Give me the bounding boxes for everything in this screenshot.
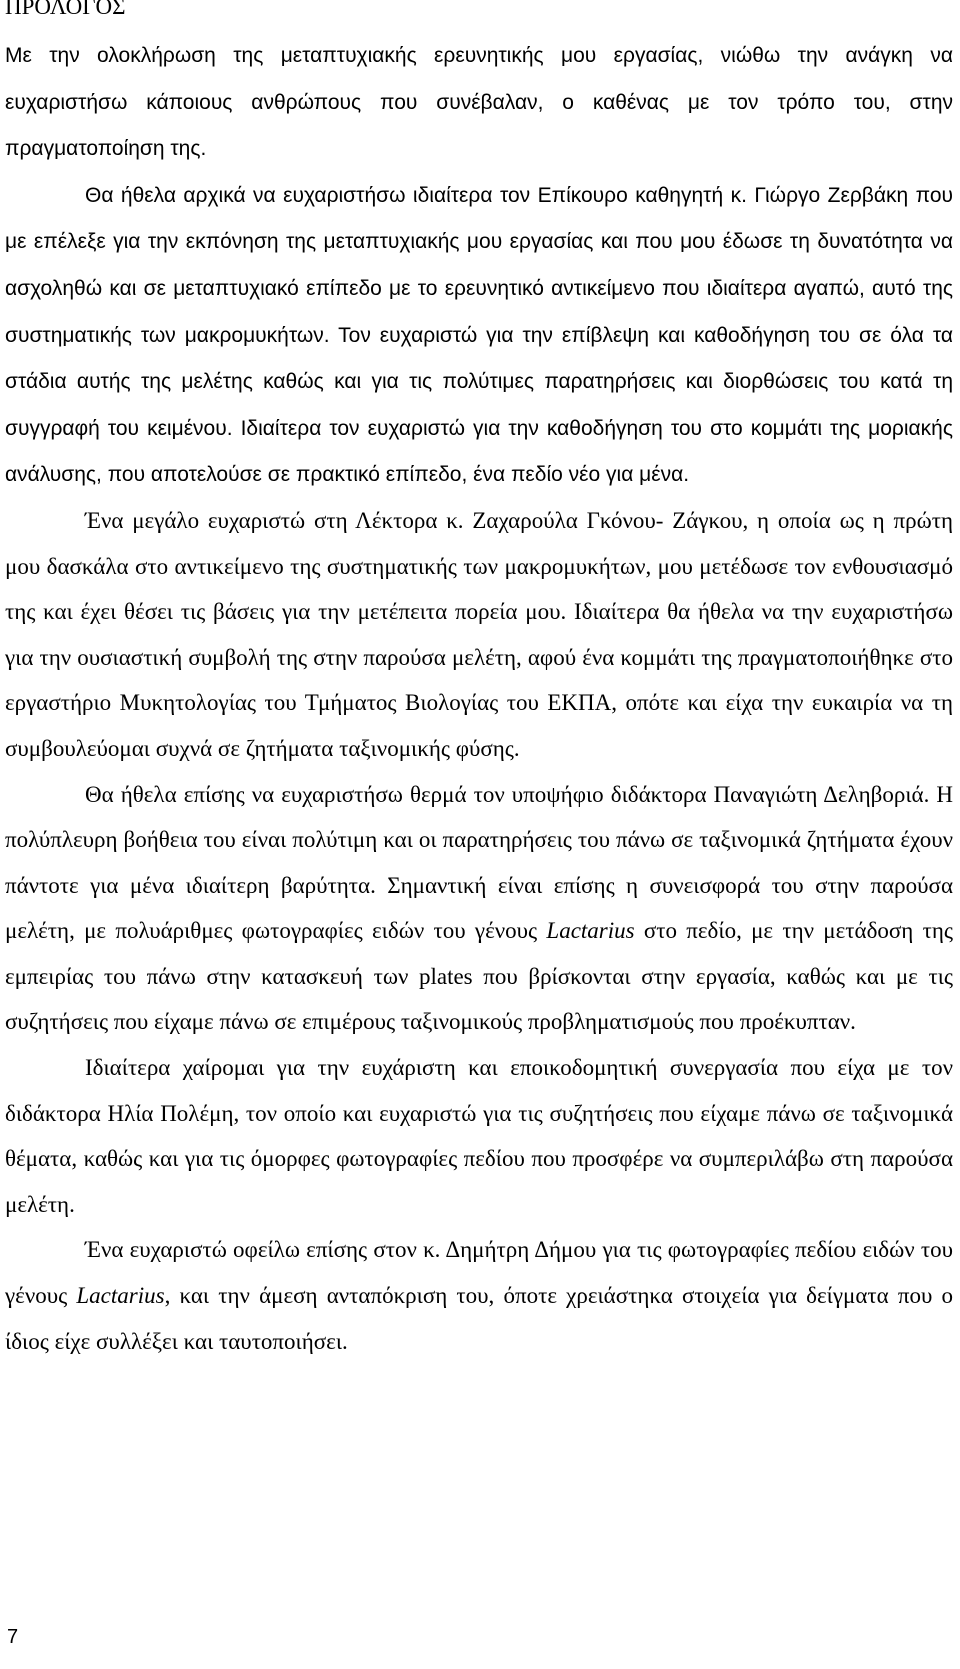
paragraph-4 <box>5 772 953 1046</box>
genus-name-italic: Lactarius <box>546 918 635 944</box>
paragraph-3 <box>5 498 953 772</box>
document-page <box>5 0 953 1364</box>
paragraph-4-text-end: στο πεδίο, με την μετάδοση της εμπειρίας του πάνω στην κατασκευή των plates που βρίσκονται στην εργασία, καθώς και με τις συζητήσεις που είχαμε πάνω σε επιμέρους ταξινομικούς προβληματισμούς που προέκυπταν. <box>5 918 953 1035</box>
page-heading: ΠΡΟΛΟΓΟΣ <box>5 0 126 19</box>
paragraph-5-text: Ιδιαίτερα χαίρομαι για την ευχάριστη και εποικοδομητική συνεργασία που είχα με τον διδάκτορα Ηλία Πολέμη, τον οποίο και ευχαριστώ για τις συζητήσεις που είχαμε πάνω σε ταξινομικά θέματα, καθώς και για τις όμορφες φωτογραφίες πεδίου που προσφέρε να συμπεριλάβω στη παρούσα μελέτη. <box>5 1055 953 1217</box>
paragraph-6-text-end: , και την άμεση ανταπόκριση του, όποτε χρειάστηκα στοιχεία για δείγματα που ο ίδιος είχε συλλέξει και ταυτοποιήσει. <box>5 1283 953 1354</box>
genus-name-italic: Lactarius <box>76 1283 165 1309</box>
paragraph-6-text-start: Ένα ευχαριστώ οφείλω επίσης στον κ. Δημήτρη Δήμου για τις φωτογραφίες πεδίου ειδών του γένους <box>5 1237 953 1309</box>
paragraph-1-text: Με την ολοκλήρωση της μεταπτυχιακής ερευνητικής μου εργασίας, νιώθω την ανάγκη να ευχαριστήσω κάποιους ανθρώπους που συνέβαλαν, ο καθένας με τον τρόπο του, στην πραγματοποίηση της. <box>5 44 953 161</box>
paragraph-3-text: Ένα μεγάλο ευχαριστώ στη Λέκτορα κ. Ζαχαρούλα Γκόνου- Ζάγκου, η οποία ως η πρώτη μου δασκάλα στο αντικείμενο της συστηματικής των μακρομυκήτων, μου μετέδωσε τον ενθουσιασμό της και έχει θέσει τις βάσεις για την μετέπειτα πορεία μου. Ιδιαίτερα θα ήθελα να την ευχαριστήσω για την ουσιαστική συμβολή της στην παρούσα μελέτη, αφού ένα κομμάτι της πραγματοποιήθηκε στο εργαστήριο Μυκητολογίας του Τμήματος Βιολογίας του ΕΚΠΑ, οπότε και είχα την ευκαιρία να τη συμβουλεύομαι συχνά σε ζητήματα ταξινομικής φύσης. <box>5 507 953 761</box>
paragraph-6 <box>5 1227 953 1364</box>
paragraph-2-text: Θα ήθελα αρχικά να ευχαριστήσω ιδιαίτερα τον Επίκουρο καθηγητή κ. Γιώργο Ζερβάκη που με επέλεξε για την εκπόνηση της μεταπτυχιακής μου εργασίας και που μου έδωσε τη δυνατότητα να ασχοληθώ και σε μεταπτυχιακό επίπεδο με το ερευνητικό αντικείμενο που ιδιαίτερα αγαπώ, αυτό της συστηματικής των μακρομυκήτων. Τον ευχαριστώ για την επίβλεψη και καθοδήγηση του σε όλα τα στάδια αυτής της μελέτης καθώς και για τις πολύτιμες παρατηρήσεις και διορθώσεις του κατά τη συγγραφή του κειμένου. Ιδιαίτερα τον ευχαριστώ για την καθοδήγηση του στο κομμάτι της μοριακής ανάλυσης, που αποτελούσε σε πρακτικό επίπεδο, ένα πεδίο νέο για μένα. <box>5 183 953 487</box>
paragraph-2 <box>5 172 953 498</box>
paragraph-5 <box>5 1045 953 1227</box>
paragraph-4-text-start: Θα ήθελα επίσης να ευχαριστήσω θερμά τον υποψήφιο διδάκτορα Παναγιώτη Δεληβοριά. Η πολύπλευρη βοήθεια του είναι πολύτιμη και οι παρατηρήσεις του πάνω σε ταξινομικά ζητήματα έχουν πάντοτε για μένα ιδιαίτερη βαρύτητα. Σημαντική είναι επίσης η συνεισφορά του στην παρούσα μελέτη, με πολυάριθμες φωτογραφίες ειδών του γένους <box>5 781 953 944</box>
paragraph-1 <box>5 32 953 172</box>
page-number: 7 <box>7 1626 19 1648</box>
